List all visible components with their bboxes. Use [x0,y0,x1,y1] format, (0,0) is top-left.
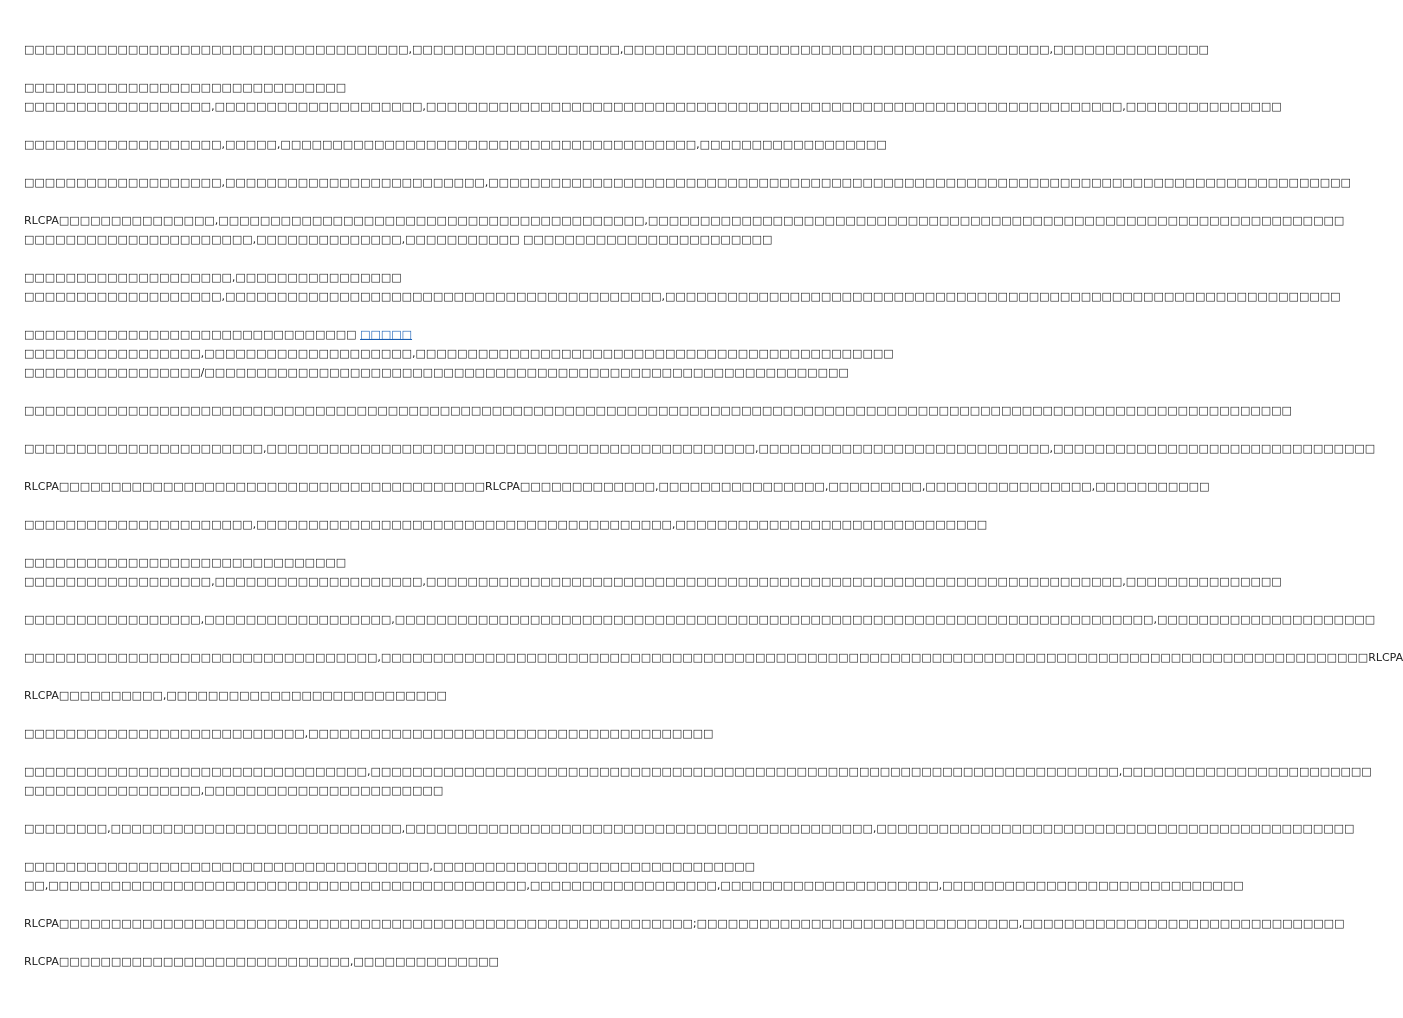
paragraph-6-line-1: □□□□□□□□□□□□□□□□□□□□,□□□□□□□□□□□□□□□□ [24,271,402,284]
paragraph-19-line-2: □□,□□□□□□□□□□□□□□□□□□□□□□□□□□□□□□□□□□□□□□□□□□□□□□,□□□□□□□□□□□□□□□□□□,□□□□□□□□□□□□□□□□□□□□□,□□□□□□□□□□□□□□□□□□□□□□□□□□□□□ [24,879,1244,892]
paragraph-13-line-1: □□□□□□□□□□□□□□□□□,□□□□□□□□□□□□□□□□□□,□□□□□□□□□□□□□□□□□□□□□□□□□□□□□□□□□□□□□□□□□□□□□□□□□□□□□□□□□□□□□□□□□□□□□□□□□,□□□□□□□□□□□□□□□□□□□□□ [24,613,1376,626]
paragraph-19 [24,857,1244,895]
paragraph-14-line-1: □□□□□□□□□□□□□□□□□□□□□□□□□□□□□□□□□□,□□□□□□□□□□□□□□□□□□□□□□□□□□□□□□□□□□□□□□□□□□□□□□□□□□□□□□□□□□□□□□□□□□□□□□□□□□□□□□□□□□□□□□□□□□□□□□□RLCPA [24,651,1403,664]
paragraph-15 [24,686,696,705]
paragraph-6 [24,268,1341,306]
paragraph-2 [24,78,1282,116]
paragraph-4-line-1: □□□□□□□□□□□□□□□□□□□,□□□□□□□□□□□□□□□□□□□□□□□□□,□□□□□□□□□□□□□□□□□□□□□□□□□□□□□□□□□□□□□□□□□□□□□□□□□□□□□□□□□□□□□□□□□□□□□□□□□□□□□□□□□□□ [24,176,1351,189]
inline-link[interactable]: □□□□□ [360,328,413,341]
paragraph-11 [24,515,988,534]
paragraph-10 [24,477,1210,496]
paragraph-21 [24,952,696,971]
paragraph-3-line-1: □□□□□□□□□□□□□□□□□□□,□□□□□,□□□□□□□□□□□□□□□□□□□□□□□□□□□□□□□□□□□□□□□□,□□□□□□□□□□□□□□□□□□ [24,138,887,151]
paragraph-7-line-2: □□□□□□□□□□□□□□□□□,□□□□□□□□□□□□□□□□□□□□,□□□□□□□□□□□□□□□□□□□□□□□□□□□□□□□□□□□□□□□□□□□□□□ [24,347,894,360]
paragraph-5-line-2: □□□□□□□□□□□□□□□□□□□□□□,□□□□□□□□□□□□□□,□□□□□□□□□□□ □□□□□□□□□□□□□□□□□□□□□□□□ [24,233,773,246]
paragraph-20 [24,914,1345,933]
paragraph-9-line-1: □□□□□□□□□□□□□□□□□□□□□□□,□□□□□□□□□□□□□□□□□□□□□□□□□□□□□□□□□□□□□□□□□□□□□□□,□□□□□□□□□□□□□□□□□□□□□□□□□□□□,□□□□□□□□□□□□□□□□□□□□□□□□□□□□□□□ [24,442,1376,455]
paragraph-7-line-3: □□□□□□□□□□□□□□□□□/□□□□□□□□□□□□□□□□□□□□□□□□□□□□□□□□□□□□□□□□□□□□□□□□□□□□□□□□□□□□□□ [24,366,849,379]
paragraph-1-line-1: □□□□□□□□□□□□□□□□□□□□□□□□□□□□□□□□□□□□□,□□□□□□□□□□□□□□□□□□□□,□□□□□□□□□□□□□□□□□□□□□□□□□□□□□□□□□□□□□□□□□,□□□□□□□□□□□□□□□ [24,43,1209,56]
paragraph-8-line-1: □□□□□□□□□□□□□□□□□□□□□□□□□□□□□□□□□□□□□□□□□□□□□□□□□□□□□□□□□□□□□□□□□□□□□□□□□□□□□□□□□□□□□□□□□□□□□□□□□□□□□□□□□□□□□□□□□□□□□□□□□□ [24,404,1292,417]
paragraph-3 [24,135,887,154]
paragraph-7-line-1-text: □□□□□□□□□□□□□□□□□□□□□□□□□□□□□□□□ [24,328,357,341]
paragraph-12 [24,553,1282,591]
paragraph-17-line-1: □□□□□□□□□□□□□□□□□□□□□□□□□□□□□□□□□,□□□□□□□□□□□□□□□□□□□□□□□□□□□□□□□□□□□□□□□□□□□□□□□□□□□□□□□□□□□□□□□□□□□□□□□□,□□□□□□□□□□□□□□□□□□□□□□□□ [24,765,1372,778]
paragraph-18 [24,819,1355,838]
paragraph-17-line-2: □□□□□□□□□□□□□□□□□,□□□□□□□□□□□□□□□□□□□□□□□ [24,784,444,797]
paragraph-9 [24,439,1376,458]
paragraph-6-line-2: □□□□□□□□□□□□□□□□□□□,□□□□□□□□□□□□□□□□□□□□□□□□□□□□□□□□□□□□□□□□□□,□□□□□□□□□□□□□□□□□□□□□□□□□□□□□□□□□□□□□□□□□□□□□□□□□□□□□□□□□□□□□□□□□ [24,290,1341,303]
paragraph-17 [24,762,1372,800]
paragraph-7-line-1 [24,325,696,344]
paragraph-5 [24,211,1345,249]
paragraph-13 [24,610,1376,629]
paragraph-16 [24,724,714,743]
paragraph-2-line-1: □□□□□□□□□□□□□□□□□□□□□□□□□□□□□□□ [24,81,347,94]
paragraph-11-line-1: □□□□□□□□□□□□□□□□□□□□□□,□□□□□□□□□□□□□□□□□□□□□□□□□□□□□□□□□□□□□□□□,□□□□□□□□□□□□□□□□□□□□□□□□□□□□□□ [24,518,988,531]
paragraph-1 [24,40,1209,59]
paragraph-14 [24,648,1403,667]
paragraph-18-line-1: □□□□□□□□,□□□□□□□□□□□□□□□□□□□□□□□□□□□□,□□□□□□□□□□□□□□□□□□□□□□□□□□□□□□□□□□□□□□□□□□□□□,□□□□□□□□□□□□□□□□□□□□□□□□□□□□□□□□□□□□□□□□□□□□□□ [24,822,1355,835]
paragraph-16-line-1: □□□□□□□□□□□□□□□□□□□□□□□□□□□,□□□□□□□□□□□□□□□□□□□□□□□□□□□□□□□□□□□□□□□ [24,727,714,740]
paragraph-19-line-1: □□□□□□□□□□□□□□□□□□□□□□□□□□□□□□□□□□□□□□□,□□□□□□□□□□□□□□□□□□□□□□□□□□□□□□□ [24,860,756,873]
paragraph-21-line-1: RLCPA□□□□□□□□□□□□□□□□□□□□□□□□□□□□,□□□□□□□□□□□□□□ [24,955,499,968]
paragraph-15-line-1: RLCPA□□□□□□□□□□,□□□□□□□□□□□□□□□□□□□□□□□□□□□ [24,689,447,702]
paragraph-10-line-1: RLCPA□□□□□□□□□□□□□□□□□□□□□□□□□□□□□□□□□□□□□□□□□RLCPA□□□□□□□□□□□□□,□□□□□□□□□□□□□□□□,□□□□□□□□□,□□□□□□□□□□□□□□□□,□□□□□□□□□□□ [24,480,1210,493]
document-body [24,40,1403,990]
paragraph-4 [24,173,1351,192]
paragraph-8 [24,401,1292,420]
paragraph-2-line-2: □□□□□□□□□□□□□□□□□□,□□□□□□□□□□□□□□□□□□□□,□□□□□□□□□□□□□□□□□□□□□□□□□□□□□□□□□□□□□□□□□□□□□□□□□□□□□□□□□□□□□□□□□□□,□□□□□□□□□□□□□□□ [24,100,1282,113]
paragraph-5-line-1: RLCPA□□□□□□□□□□□□□□□,□□□□□□□□□□□□□□□□□□□□□□□□□□□□□□□□□□□□□□□□□,□□□□□□□□□□□□□□□□□□□□□□□□□□□□□□□□□□□□□□□□□□□□□□□□□□□□□□□□□□□□□□□□□□□ [24,214,1345,227]
paragraph-12-line-2: □□□□□□□□□□□□□□□□□□,□□□□□□□□□□□□□□□□□□□□,□□□□□□□□□□□□□□□□□□□□□□□□□□□□□□□□□□□□□□□□□□□□□□□□□□□□□□□□□□□□□□□□□□□,□□□□□□□□□□□□□□□ [24,575,1282,588]
paragraph-20-line-1: RLCPA□□□□□□□□□□□□□□□□□□□□□□□□□□□□□□□□□□□□□□□□□□□□□□□□□□□□□□□□□□□□□;□□□□□□□□□□□□□□□□□□□□□□□□□□□□□□□,□□□□□□□□□□□□□□□□□□□□□□□□□□□□□□□ [24,917,1345,930]
paragraph-12-line-1: □□□□□□□□□□□□□□□□□□□□□□□□□□□□□□□ [24,556,347,569]
paragraph-7 [24,325,894,382]
